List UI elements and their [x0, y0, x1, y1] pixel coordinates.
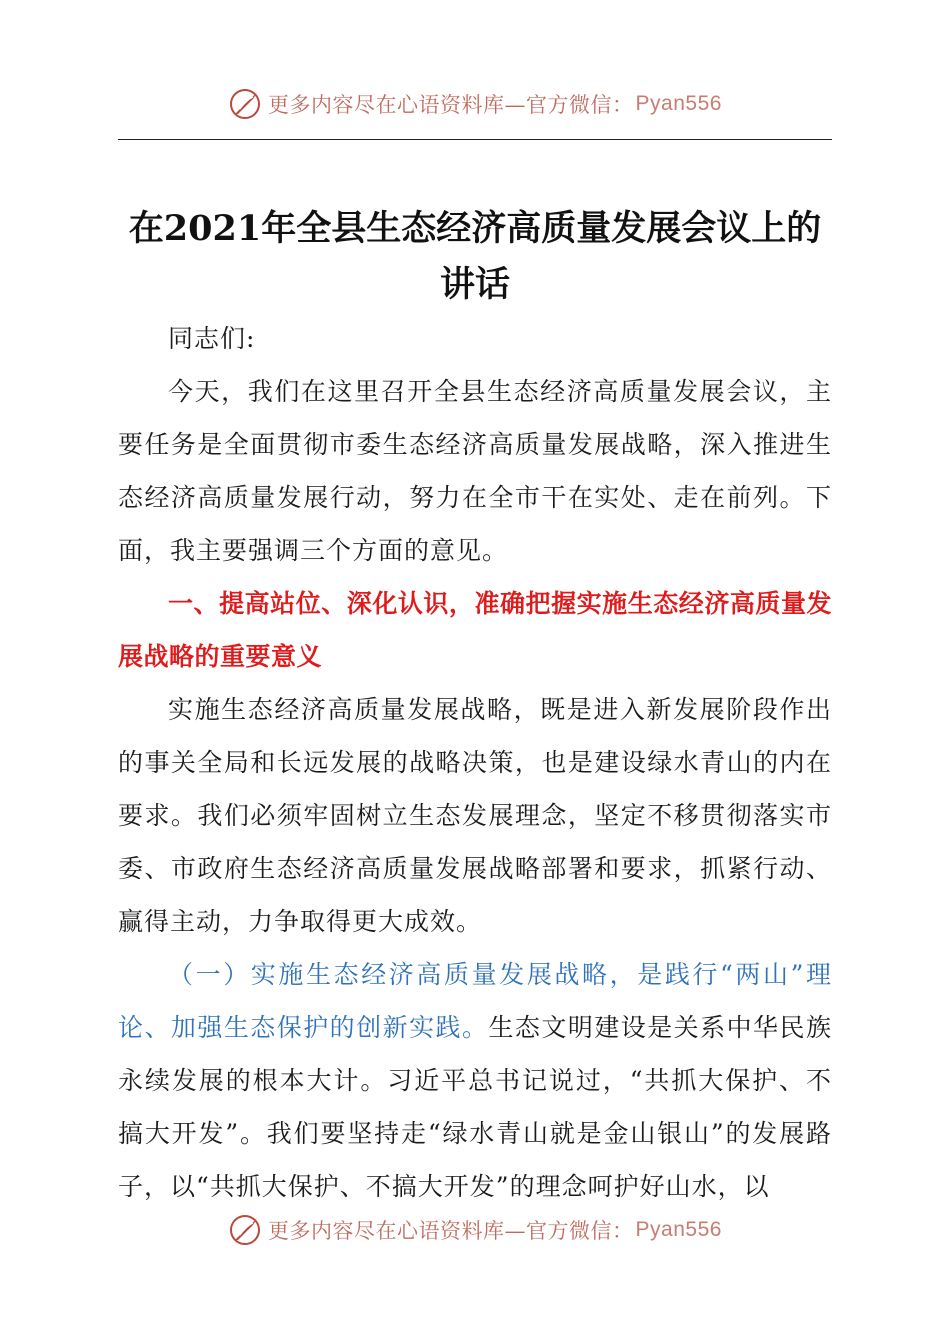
header-watermark — [0, 84, 950, 124]
watermark-id: Pyan556 — [635, 92, 722, 115]
watermark-text: 更多内容尽在心语资料库—官方微信： — [268, 1219, 634, 1243]
document-body — [118, 312, 832, 1213]
section-heading: 一、提高站位、深化认识，准确把握实施生态经济高质量发展战略的重要意义 — [118, 589, 832, 671]
header-divider — [118, 139, 832, 140]
subsection-heading: （一）实施生态经济高质量发展战略，是践行“两山”理论、加强生态保护的创新实践。 — [118, 960, 832, 1042]
subsection-text: 生态文明建设是关系中华民族永续发展的根本大计。习近平总书记说过，“共抓大保护、不搞大开发”。我们要坚持走“绿水青山就是金山银山”的发展路子，以“共抓大保护、不搞大开发”的理念呵护好山水，以 — [118, 1013, 832, 1201]
quill-logo-icon — [228, 1213, 262, 1247]
quill-logo-icon — [228, 87, 262, 121]
salutation: 同志们: — [168, 324, 256, 353]
watermark-id: Pyan556 — [635, 1218, 722, 1241]
watermark-text: 更多内容尽在心语资料库—官方微信： — [268, 93, 634, 117]
subsection-paragraph — [118, 948, 832, 1213]
footer-watermark — [0, 1210, 950, 1250]
intro-paragraph: 今天，我们在这里召开全县生态经济高质量发展会议，主要任务是全面贯彻市委生态经济高质量发展战略，深入推进生态经济高质量发展行动，努力在全市干在实处、走在前列。下面，我主要强调三个方面的意见。 — [118, 377, 832, 565]
section-paragraph: 实施生态经济高质量发展战略，既是进入新发展阶段作出的事关全局和长远发展的战略决策，也是建设绿水青山的内在要求。我们必须牢固树立生态发展理念，坚定不移贯彻落实市委、市政府生态经济高质量发展战略部署和要求，抓紧行动、赢得主动，力争取得更大成效。 — [118, 695, 832, 936]
document-title: 在2021年全县生态经济高质量发展会议上的讲话 — [128, 208, 822, 306]
